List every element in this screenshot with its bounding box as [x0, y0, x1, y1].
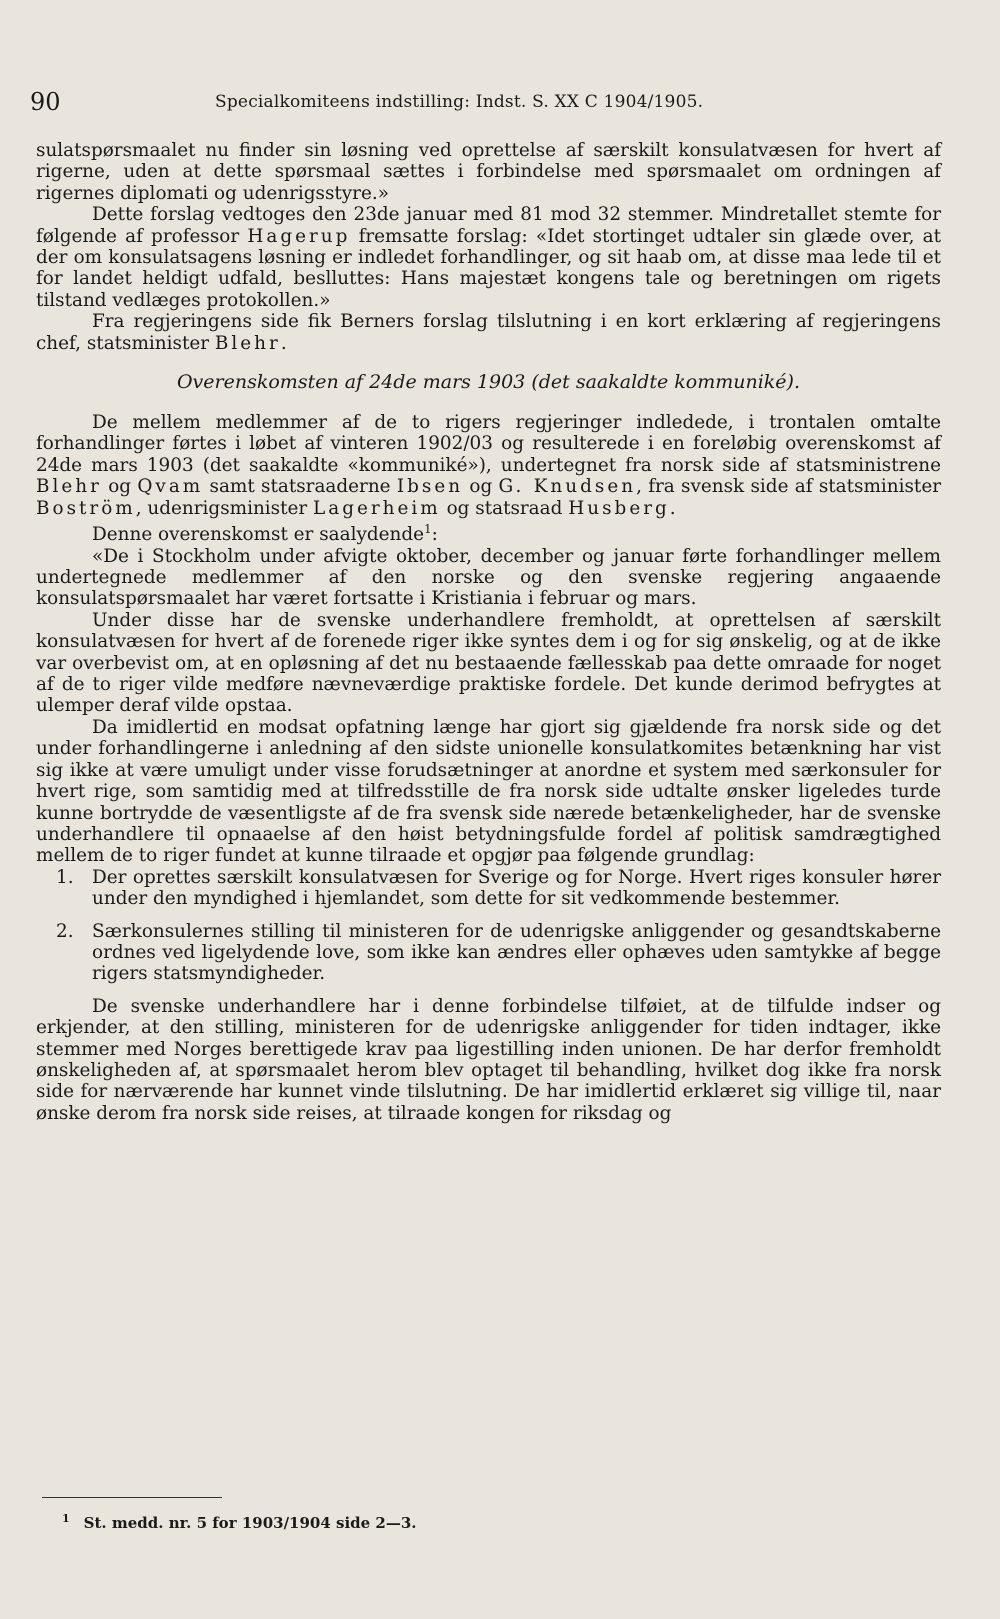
- footnote-rule: [42, 1497, 222, 1498]
- paragraph-8: Da imidlertid en modsat opfatning længe har gjort sig gjældende fra norsk side og det under forhandlingerne i anledning af den sidste unionelle konsulatkomites betænkning har vist sig ikke at være umuligt under visse forudsætninger at anordne et system med særkonsuler for hvert rige, som samtidig med at tilfredsstille de fra norsk side udtalte ønsker ligeledes turde kunne bortrydde de væsentligste af de fra svensk side nærede betænkeligheder, har de svenske underhandlere til opnaaelse af den høist betydningsfulde fordel af politisk samdrægtighed mellem de to riger fundet at kunne tilraade et opgjør paa følgende grundlag:: [36, 716, 941, 867]
- numbered-points: [36, 867, 941, 985]
- spaced-name: Blehr: [36, 476, 102, 498]
- text-run: De mellem medlemmer af de to rigers regjeringer indledede, i trontalen omtalte forhandlinger førtes i løbet af vinteren 1902/03 og resulterede i en foreløbig overenskomst af 24de mars 1903 (det saakaldte «kommuniké»), undertegnet fra norsk side af statsministrene: [36, 412, 941, 476]
- spaced-name: G. Knudsen: [498, 476, 637, 498]
- running-head: Specialkomiteens indstilling: Indst. S. XX C 1904/1905.: [215, 92, 704, 112]
- text-run: og: [101, 476, 138, 498]
- footnote-text: St. medd. nr. 5 for 1903/1904 side 2—3.: [83, 1514, 417, 1532]
- text-run: fremsatte forslag: «Idet stortinget udtaler sin glæde over, at der om konsulatsagens løsning er indledet forhandlinger, og sit haab om, at disse maa lede til et for landet heldigt udfald, beslluttes: Hans majestæt kongens tale og beretningen om rigets tilstand vedlæges protokollen.»: [36, 225, 941, 311]
- point-number: 1.: [56, 866, 74, 888]
- text-run: , udenrigsminister: [135, 497, 314, 519]
- paragraph-3: [36, 311, 941, 354]
- spaced-name: Lagerheim: [313, 497, 441, 519]
- page-header: [30, 88, 760, 118]
- text-run: Dette forslag vedtoges den 23de januar med 81 mod 32 stemmer. Mindretallet stemte for følgende af professor: [36, 204, 941, 247]
- spaced-name: Hagerup: [247, 225, 351, 247]
- footnote: [62, 1512, 417, 1532]
- text-run: Fra regjeringens side fik Berners forslag tilslutning i en kort erklæring af regjeringens chef, statsminister: [36, 311, 941, 354]
- body-text: [36, 140, 941, 1124]
- paragraph-5: [36, 519, 941, 546]
- text-run: :: [431, 524, 438, 546]
- text-run: , fra svensk side af statsminister: [636, 476, 941, 498]
- paragraph-7: Under disse har de svenske underhandlere fremholdt, at oprettelsen af særskilt konsulatvæsen for hvert af de forenede riger ikke syntes dem i og for sig ønskelig, og at de ikke var overbevist om, at en opløsning af det nu bestaaende fællesskab paa dette omraade for noget af de to riger vilde medføre nævneværdige praktiske fordele. Det kunde derimod befrygtes at ulemper deraf vilde opstaa.: [36, 609, 941, 717]
- spaced-name: Boström: [36, 497, 136, 519]
- spaced-name: Husberg: [568, 497, 670, 519]
- spaced-name: Blehr: [214, 332, 281, 354]
- paragraph-4: [36, 412, 941, 519]
- text-run: samt statsraaderne: [203, 476, 397, 498]
- point-item: [36, 921, 941, 985]
- text-run: .: [669, 497, 676, 519]
- spaced-name: Ibsen: [396, 476, 464, 498]
- footnote-ref: 1: [424, 522, 432, 537]
- section-heading: Overenskomsten af 24de mars 1903 (det saakaldte kommuniké).: [176, 371, 801, 394]
- paragraph-2: [36, 204, 941, 311]
- page-number: 90: [30, 88, 61, 116]
- paragraph-1: sulatspørsmaalet nu finder sin løsning ved oprettelse af særskilt konsulatvæsen for hvert af rigerne, uden at dette spørsmaal sættes i forbindelse med spørsmaalet om ordningen af rigernes diplomati og udenrigsstyre.»: [36, 140, 941, 204]
- spaced-name: Qvam: [137, 476, 204, 498]
- paragraph-6: «De i Stockholm under afvigte oktober, december og januar førte forhandlinger mellem undertegnede medlemmer af den norske og den svenske regjering angaaende konsulatspørsmaalet har været fortsatte i Kristiania i februar og mars.: [36, 545, 941, 610]
- text-run: og: [463, 476, 499, 498]
- text-run: og statsraad: [440, 497, 569, 519]
- point-item: [36, 867, 941, 910]
- point-text: Der oprettes særskilt konsulatvæsen for Sverige og for Norge. Hvert riges konsuler hører under den myndighed i hjemlandet, som dette for sit vedkommende bestemmer.: [92, 866, 941, 910]
- point-number: 2.: [56, 920, 74, 942]
- paragraph-9: De svenske underhandlere har i denne forbindelse tilføiet, at de tilfulde indser og erkjender, at den stilling, ministeren for de udenrigske anliggender for tiden indtager, ikke stemmer med Norges berettigede krav paa ligestilling inden unionen. De har derfor fremholdt ønskeligheden af, at spørsmaalet herom blev optaget til behandling, hvilket dog ikke fra norsk side for nærværende har kunnet vinde tilslutning. De har imidlertid erklæret sig villige til, naar ønske derom fra norsk side reises, at tilraade kongen for riksdag og: [36, 995, 941, 1124]
- text-run: .: [280, 332, 287, 354]
- footnote-mark: 1: [62, 1512, 70, 1525]
- point-text: Særkonsulernes stilling til ministeren for de udenrigske anliggender og gesandtskaberne ordnes ved ligelydende love, som ikke kan ændres eller ophæves uden samtykke af begge rigers statsmyndigheder.: [92, 920, 941, 985]
- text-run: Denne overenskomst er saalydende: [92, 524, 424, 546]
